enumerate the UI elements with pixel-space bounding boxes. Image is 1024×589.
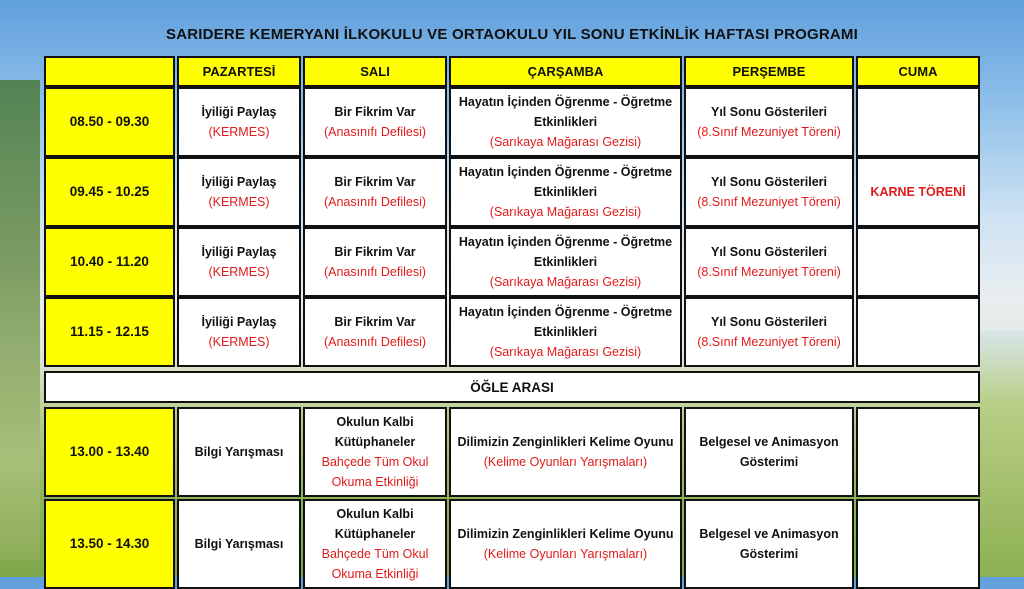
wednesday-cell: Hayatın İçinden Öğrenme - Öğretme Etkinlikleri (Sarıkaya Mağarası Gezisi) (449, 297, 682, 367)
table-header-row (44, 56, 980, 87)
tuesday-cell: Okulun Kalbi Kütüphaneler Bahçede Tüm Okul Okuma Etkinliği (303, 407, 447, 497)
time-slot: 08.50 - 09.30 (44, 87, 175, 157)
friday-cell (856, 157, 980, 227)
time-slot: 13.50 - 14.30 (44, 499, 175, 589)
table-row (44, 157, 980, 227)
table-row (44, 297, 980, 367)
thursday-cell: Yıl Sonu Gösterileri (8.Sınıf Mezuniyet Töreni) (684, 227, 854, 297)
thursday-cell: Yıl Sonu Gösterileri (8.Sınıf Mezuniyet Töreni) (684, 157, 854, 227)
time-slot: 11.15 - 12.15 (44, 297, 175, 367)
time-slot: 09.45 - 10.25 (44, 157, 175, 227)
wednesday-cell: Dilimizin Zenginlikleri Kelime Oyunu (Kelime Oyunları Yarışmaları) (449, 499, 682, 589)
wednesday-cell: Hayatın İçinden Öğrenme - Öğretme Etkinlikleri (Sarıkaya Mağarası Gezisi) (449, 87, 682, 157)
header-monday: PAZARTESİ (177, 56, 301, 87)
background-trees (0, 80, 40, 560)
wednesday-cell: Hayatın İçinden Öğrenme - Öğretme Etkinlikleri (Sarıkaya Mağarası Gezisi) (449, 227, 682, 297)
monday-cell: İyiliği Paylaş (KERMES) (177, 157, 301, 227)
report-card-ceremony: KARNE TÖRENİ (870, 185, 966, 199)
table-row (44, 499, 980, 589)
page-title: SARIDERE KEMERYANI İLKOKULU VE ORTAOKULU YIL SONU ETKİNLİK HAFTASI PROGRAMI (166, 26, 858, 43)
monday-cell: Bilgi Yarışması (177, 407, 301, 497)
table-row (44, 87, 980, 157)
monday-cell: İyiliği Paylaş (KERMES) (177, 297, 301, 367)
thursday-cell: Yıl Sonu Gösterileri (8.Sınıf Mezuniyet Töreni) (684, 87, 854, 157)
tuesday-cell: Bir Fikrim Var (Anasınıfı Defilesi) (303, 87, 447, 157)
header-thursday: PERŞEMBE (684, 56, 854, 87)
monday-cell: Bilgi Yarışması (177, 499, 301, 589)
thursday-cell: Belgesel ve Animasyon Gösterimi (684, 499, 854, 589)
header-friday: CUMA (856, 56, 980, 87)
tuesday-cell: Bir Fikrim Var (Anasınıfı Defilesi) (303, 297, 447, 367)
friday-cell (856, 297, 980, 367)
header-wednesday: ÇARŞAMBA (449, 56, 682, 87)
friday-cell (856, 227, 980, 297)
time-slot: 10.40 - 11.20 (44, 227, 175, 297)
table-row (44, 407, 980, 497)
monday-cell: İyiliği Paylaş (KERMES) (177, 227, 301, 297)
table-row (44, 227, 980, 297)
tuesday-cell: Bir Fikrim Var (Anasınıfı Defilesi) (303, 227, 447, 297)
friday-cell (856, 407, 980, 497)
header-corner (44, 56, 175, 87)
thursday-cell: Yıl Sonu Gösterileri (8.Sınıf Mezuniyet Töreni) (684, 297, 854, 367)
background-field (980, 330, 1024, 577)
lunch-break-row: ÖĞLE ARASI (44, 371, 980, 403)
tuesday-cell: Okulun Kalbi Kütüphaneler Bahçede Tüm Okul Okuma Etkinliği (303, 499, 447, 589)
time-slot: 13.00 - 13.40 (44, 407, 175, 497)
header-tuesday: SALI (303, 56, 447, 87)
schedule-table (44, 56, 980, 589)
thursday-cell: Belgesel ve Animasyon Gösterimi (684, 407, 854, 497)
tuesday-cell: Bir Fikrim Var (Anasınıfı Defilesi) (303, 157, 447, 227)
friday-cell (856, 87, 980, 157)
monday-cell: İyiliği Paylaş (KERMES) (177, 87, 301, 157)
wednesday-cell: Hayatın İçinden Öğrenme - Öğretme Etkinlikleri (Sarıkaya Mağarası Gezisi) (449, 157, 682, 227)
wednesday-cell: Dilimizin Zenginlikleri Kelime Oyunu (Kelime Oyunları Yarışmaları) (449, 407, 682, 497)
friday-cell (856, 499, 980, 589)
